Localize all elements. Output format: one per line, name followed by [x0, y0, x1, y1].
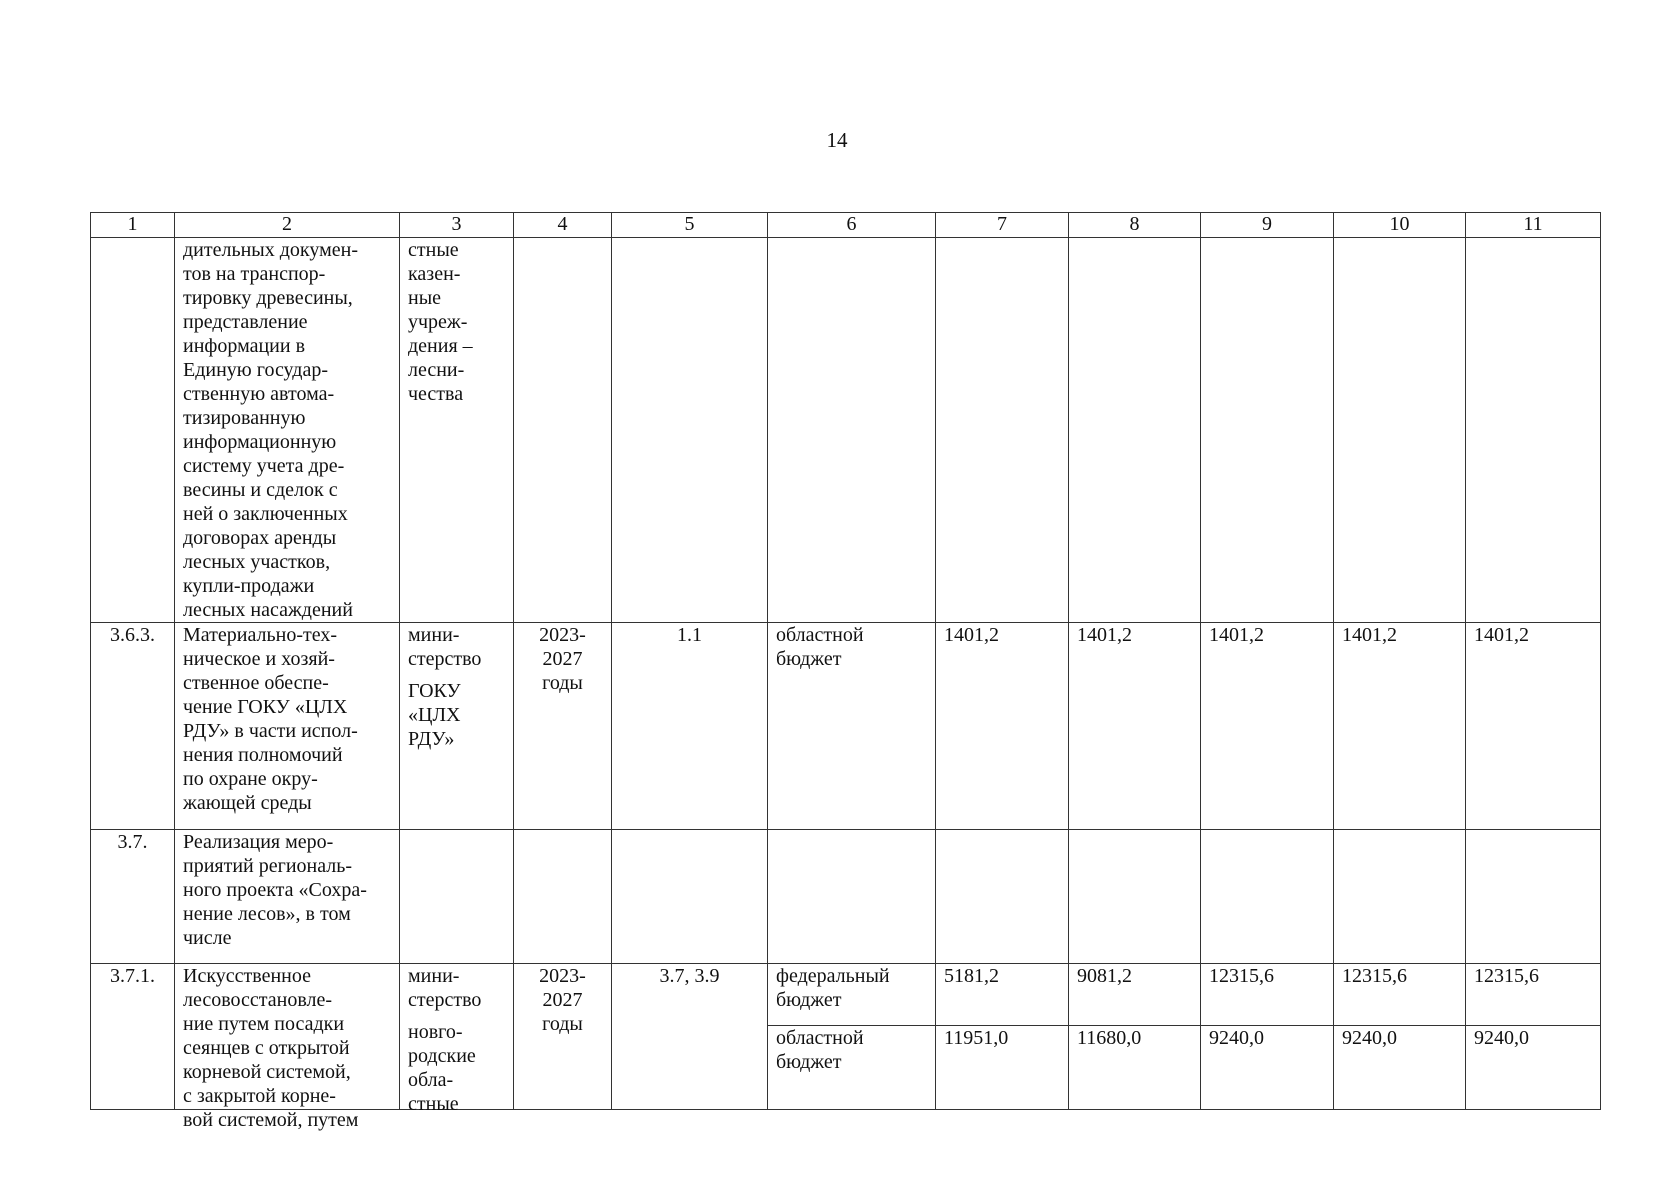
value-cell: 1401,2	[1466, 623, 1601, 830]
text-line: нения полномочий	[183, 744, 343, 766]
text-line: тов на транспор-	[183, 263, 326, 285]
text-line: областной	[776, 1027, 864, 1049]
text-line: ние путем посадки	[183, 1013, 345, 1035]
value-cell: 11951,0	[936, 1026, 1069, 1110]
source-cell	[768, 238, 936, 623]
row-number-cell: 3.7.1.	[91, 964, 175, 1110]
text-line: федеральный	[776, 965, 890, 987]
text-line: чение ГОКУ «ЦЛХ	[183, 696, 348, 718]
text-line: по охране окру-	[183, 768, 318, 790]
column-header: 3	[400, 213, 514, 238]
value-cell	[1201, 830, 1334, 964]
target-cell: 1.1	[612, 623, 768, 830]
column-header: 1	[91, 213, 175, 238]
column-header: 2	[175, 213, 400, 238]
text-line: Искусственное	[183, 965, 311, 987]
source-cell	[768, 964, 936, 1026]
value-cell: 11680,0	[1069, 1026, 1201, 1110]
text-line: корневой системой,	[183, 1061, 351, 1083]
text-line: областной	[776, 624, 864, 646]
text-line: ГОКУ	[408, 680, 461, 702]
text-line: с закрытой корне-	[183, 1085, 336, 1107]
column-header: 5	[612, 213, 768, 238]
column-header: 9	[1201, 213, 1334, 238]
text-line: лесных участков,	[183, 551, 331, 573]
column-header: 8	[1069, 213, 1201, 238]
text-line: представление	[183, 311, 308, 333]
text-line: ственное обеспе-	[183, 672, 329, 694]
text-line: казен-	[408, 263, 461, 285]
column-header: 6	[768, 213, 936, 238]
value-cell: 12315,6	[1334, 964, 1466, 1026]
text-line: чества	[408, 383, 464, 405]
text-line: ного проекта «Сохра-	[183, 879, 367, 901]
measure-name-cell	[175, 830, 400, 964]
value-cell: 12315,6	[1466, 964, 1601, 1026]
column-header: 7	[936, 213, 1069, 238]
period-cell	[514, 964, 612, 1110]
value-cell	[936, 830, 1069, 964]
text-line: систему учета дре-	[183, 455, 345, 477]
period-cell	[514, 238, 612, 623]
text-line: нение лесов», в том	[183, 903, 351, 925]
text-line: приятий региональ-	[183, 855, 353, 877]
value-cell: 1401,2	[1069, 623, 1201, 830]
text-line: Материально-тех-	[183, 624, 337, 646]
value-cell	[1334, 830, 1466, 964]
column-header: 10	[1334, 213, 1466, 238]
value-cell: 5181,2	[936, 964, 1069, 1026]
budget-table	[90, 212, 1601, 1131]
text-line: РДУ» в части испол-	[183, 720, 358, 742]
value-cell	[1069, 830, 1201, 964]
measure-name-cell	[175, 964, 400, 1131]
text-line: дения –	[408, 335, 473, 357]
value-cell: 1401,2	[1201, 623, 1334, 830]
text-line: мини-	[408, 965, 460, 987]
text-line: бюджет	[776, 1051, 842, 1073]
executor-cell	[400, 964, 514, 1115]
text-line: ней о заключенных	[183, 503, 348, 525]
measure-name-cell	[175, 238, 400, 623]
text-line: стные	[408, 1093, 459, 1115]
text-line: сеянцев с открытой	[183, 1037, 350, 1059]
text-line: мини-	[408, 624, 460, 646]
row-number-cell: 3.6.3.	[91, 623, 175, 830]
value-cell: 1401,2	[936, 623, 1069, 830]
column-header: 11	[1466, 213, 1601, 238]
text-line: весины и сделок с	[183, 479, 338, 501]
text-line: 2023-	[539, 624, 586, 646]
source-cell	[768, 1026, 936, 1110]
value-cell	[936, 238, 1069, 623]
text-line: 2027	[542, 989, 583, 1011]
text-line: лесни-	[408, 359, 465, 381]
row-number-cell	[91, 238, 175, 623]
page-number: 14	[826, 128, 848, 152]
value-cell: 1401,2	[1334, 623, 1466, 830]
text-line: годы	[542, 672, 583, 694]
value-cell	[1466, 238, 1601, 623]
text-line: стерство	[408, 989, 482, 1011]
text-line: родские	[408, 1045, 476, 1067]
measure-name-cell	[175, 623, 400, 830]
text-line: 2027	[542, 648, 583, 670]
value-cell: 9240,0	[1466, 1026, 1601, 1110]
text-line: информационную	[183, 431, 337, 453]
value-cell	[1334, 238, 1466, 623]
text-line: дительных докумен-	[183, 239, 358, 261]
period-cell	[514, 623, 612, 830]
text-line: тизированную	[183, 407, 306, 429]
row-number-cell: 3.7.	[91, 830, 175, 964]
target-cell	[612, 830, 768, 964]
column-header: 4	[514, 213, 612, 238]
text-line: 2023-	[539, 965, 586, 987]
value-cell	[1201, 238, 1334, 623]
executor-cell	[400, 830, 514, 964]
text-line: купли-продажи	[183, 575, 315, 597]
text-line: лесовосстановле-	[183, 989, 333, 1011]
text-line: договорах аренды	[183, 527, 337, 549]
text-line: лесных насаждений	[183, 599, 353, 621]
source-cell	[768, 830, 936, 964]
period-cell	[514, 830, 612, 964]
table-row-3-7	[91, 830, 1601, 964]
value-cell: 9240,0	[1201, 1026, 1334, 1110]
value-cell	[1466, 830, 1601, 964]
header-row	[91, 213, 1601, 238]
text-line: бюджет	[776, 648, 842, 670]
text-line: новго-	[408, 1021, 463, 1043]
value-cell	[1069, 238, 1201, 623]
text-line: тировку древесины,	[183, 287, 353, 309]
text-line: вой системой, путем	[183, 1109, 359, 1131]
text-line: бюджет	[776, 989, 842, 1011]
text-line: стные	[408, 239, 459, 261]
text-line: «ЦЛХ	[408, 704, 461, 726]
table-row-continuation	[91, 238, 1601, 623]
table-row-3-6-3	[91, 623, 1601, 830]
text-line: обла-	[408, 1069, 454, 1091]
value-cell: 9081,2	[1069, 964, 1201, 1026]
text-line: Единую государ-	[183, 359, 329, 381]
text-line: стерство	[408, 648, 482, 670]
text-line: ственную автома-	[183, 383, 335, 405]
executor-cell	[400, 623, 514, 830]
text-line: жающей среды	[183, 792, 312, 814]
text-line: учреж-	[408, 311, 468, 333]
table-row-3-7-1-federal	[91, 964, 1601, 1026]
target-cell	[612, 238, 768, 623]
text-line: Реализация меро-	[183, 831, 334, 853]
text-line: ническое и хозяй-	[183, 648, 335, 670]
text-line: годы	[542, 1013, 583, 1035]
value-cell: 12315,6	[1201, 964, 1334, 1026]
text-line: числе	[183, 927, 232, 949]
text-line: РДУ»	[408, 728, 455, 750]
value-cell: 9240,0	[1334, 1026, 1466, 1110]
text-line: ные	[408, 287, 442, 309]
target-cell: 3.7, 3.9	[612, 964, 768, 1110]
executor-cell	[400, 238, 514, 623]
text-line: информации в	[183, 335, 306, 357]
source-cell	[768, 623, 936, 830]
